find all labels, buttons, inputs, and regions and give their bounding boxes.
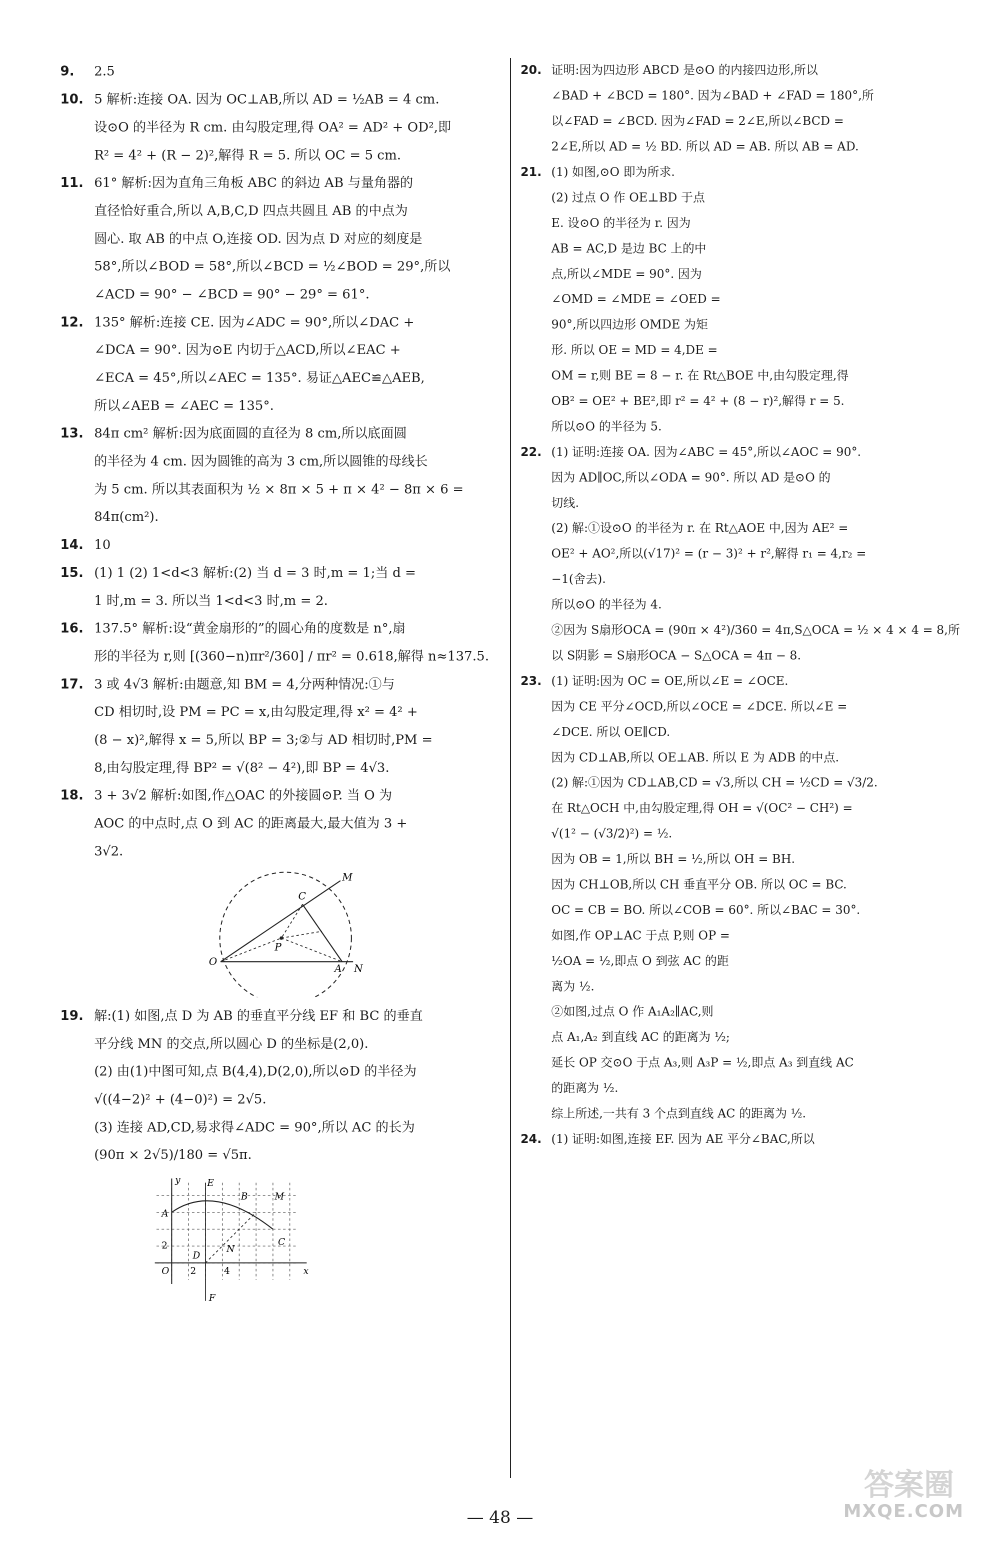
item-text-line: ∠DCA = 90°. 因为⊙E 内切于△ACD,所以∠EAC + xyxy=(94,342,401,358)
item-text-line: (2) 过点 O 作 OE⊥BD 于点 xyxy=(551,190,705,205)
answer-item xyxy=(62,782,433,866)
fig19-label: 2 xyxy=(190,1265,197,1277)
item-text-line: 所以⊙O 的半径为 4. xyxy=(551,597,662,612)
item-text-line: 的半径为 4 cm. 因为圆锥的高为 3 cm,所以圆锥的母线长 xyxy=(94,453,428,469)
answer-item xyxy=(62,671,433,782)
item-text-line: R² = 4² + (R − 2)²,解得 R = 5. 所以 OC = 5 cm. xyxy=(94,147,402,163)
item-text-line: (1) 证明:如图,连接 EF. 因为 AE 平分∠BAC,所以 xyxy=(551,1132,815,1147)
item-text-line: 离为 ½. xyxy=(551,979,595,994)
item-number: 14. xyxy=(60,537,84,553)
fig19-label: 2 xyxy=(161,1240,168,1252)
item-text-line: 2.5 xyxy=(94,63,115,80)
item-text-line: ∠BAD + ∠BCD = 180°. 因为∠BAD + ∠FAD = 180°,所 xyxy=(551,88,874,103)
fig19-label: O xyxy=(161,1265,170,1277)
fig19-label: A xyxy=(161,1208,169,1220)
fig18-label: C xyxy=(298,891,307,903)
item-text-line: ∠DCE. 所以 OE∥CD. xyxy=(551,725,671,739)
watermark-logo: 答案圈 xyxy=(864,1468,954,1503)
fig19-label: 4 xyxy=(224,1265,230,1277)
item-text-line: 3 + 3√2 解析:如图,作△OAC 的外接圆⊙P. 当 O 为 xyxy=(94,787,393,804)
item-text-line: ½OA = ½,即点 O 到弦 AC 的距 xyxy=(551,954,729,968)
item-text-line: ②因为 S扇形OCA = (90π × 4²)/360 = 4π,S△OCA = ½ × 4 × 4 = 8,所 xyxy=(551,623,960,638)
item-number: 10. xyxy=(60,91,84,107)
item-text-line: AB = AC,D 是边 BC 上的中 xyxy=(551,241,707,256)
fig19-label: x xyxy=(303,1265,309,1277)
item-text-line: 135° 解析:连接 CE. 因为∠ADC = 90°,所以∠DAC + xyxy=(94,314,415,330)
item-text-line: OE² + AO²,所以(√17)² = (r − 3)² + r²,解得 r₁ = 4,r₂ = xyxy=(551,546,867,561)
item-text-line: 3√2. xyxy=(94,843,124,859)
item-text-line: 所以⊙O 的半径为 5. xyxy=(551,419,662,434)
fig19-label: B xyxy=(240,1191,248,1203)
item-number: 15. xyxy=(60,565,84,581)
item-text-line: ∠ECA = 45°,所以∠AEC = 135°. 易证△AEC≌△AEB, xyxy=(94,370,425,386)
item-text-line: (90π × 2√5)/180 = √5π. xyxy=(94,1147,252,1163)
item-text-line: 58°,所以∠BOD = 58°,所以∠BCD = ½∠BOD = 29°,所以 xyxy=(94,258,451,275)
item-text-line: 61° 解析:因为直角三角板 ABC 的斜边 AB 与量角器的 xyxy=(94,175,414,191)
figure-19 xyxy=(146,1174,323,1305)
answer-item xyxy=(60,169,451,308)
item-text-line: √((4−2)² + (4−0)²) = 2√5. xyxy=(94,1091,267,1107)
answer-item xyxy=(520,58,874,160)
item-text-line: 因为 CH⊥OB,所以 CH 垂直平分 OB. 所以 OC = BC. xyxy=(551,877,847,892)
item-text-line: ∠ACD = 90° − ∠BCD = 90° − 29° = 61°. xyxy=(94,286,370,302)
item-text-line: (2) 解:①设⊙O 的半径为 r. 在 Rt△AOE 中,因为 AE² = xyxy=(551,521,849,536)
item-text-line: 设⊙O 的半径为 R cm. 由勾股定理,得 OA² = AD² + OD²,即 xyxy=(94,119,452,135)
item-text-line: 平分线 MN 的交点,所以圆心 D 的坐标是(2,0). xyxy=(94,1035,369,1052)
fig18-label: O xyxy=(208,957,218,969)
item-text-line: E. 设⊙O 的半径为 r. 因为 xyxy=(551,216,691,230)
item-text-line: OB² = OE² + BE²,即 r² = 4² + (8 − r)²,解得 r = 5. xyxy=(551,394,845,409)
answer-item xyxy=(60,86,452,170)
item-text-line: 为 5 cm. 所以其表面积为 ½ × 8π × 5 + π × 4² − 8π × 6 = xyxy=(94,481,464,497)
item-text-line: 直径恰好重合,所以 A,B,C,D 四点共圆且 AB 的中点为 xyxy=(94,203,408,219)
item-number: 11. xyxy=(60,175,84,191)
item-text-line: −1(舍去). xyxy=(551,572,606,587)
item-number: 12. xyxy=(60,314,84,330)
item-number: 24. xyxy=(520,1132,542,1147)
item-text-line: (8 − x)²,解得 x = 5,所以 BP = 3;②与 AD 相切时,PM = xyxy=(94,732,433,748)
item-text-line: (1) 1 (2) 1<d<3 解析:(2) 当 d = 3 时,m = 1;当 d = xyxy=(94,565,416,581)
item-text-line: 10 xyxy=(94,537,111,553)
item-text-line: 切线. xyxy=(551,496,580,510)
item-text-line: (1) 证明:连接 OA. 因为∠ABC = 45°,所以∠AOC = 90°. xyxy=(551,445,862,459)
fig19-label: D xyxy=(192,1250,201,1262)
item-text-line: 如图,作 OP⊥AC 于点 P,则 OP = xyxy=(551,928,730,943)
item-text-line: 8,由勾股定理,得 BP² = √(8² − 4²),即 BP = 4√3. xyxy=(94,760,390,776)
item-text-line: 点,所以∠MDE = 90°. 因为 xyxy=(551,266,702,281)
fig19-label: C xyxy=(278,1237,286,1249)
item-text-line: ∠OMD = ∠MDE = ∠OED = xyxy=(551,292,721,307)
item-number: 21. xyxy=(520,165,542,180)
item-number: 16. xyxy=(60,620,84,636)
item-number: 19. xyxy=(60,1008,84,1024)
item-text-line: 所以∠AEB = ∠AEC = 135°. xyxy=(94,398,274,414)
figure-18 xyxy=(163,871,416,998)
answer-item xyxy=(62,531,433,559)
answer-item xyxy=(520,669,878,1127)
answer-item xyxy=(62,309,433,420)
item-text-line: 形. 所以 OE = MD = 4,DE = xyxy=(551,343,718,358)
item-text-line: OM = r,则 BE = 8 − r. 在 Rt△BOE 中,由勾股定理,得 xyxy=(551,368,849,383)
answer-item xyxy=(62,559,433,615)
item-text-line: (2) 由(1)中图可知,点 B(4,4),D(2,0),所以⊙D 的半径为 xyxy=(94,1063,417,1079)
fig19-label: y xyxy=(175,1174,181,1186)
fig18-label: M xyxy=(342,872,353,884)
item-text-line: (1) 如图,⊙O 即为所求. xyxy=(551,165,675,180)
fig19-label: N xyxy=(226,1243,235,1255)
item-text-line: 因为 CD⊥AB,所以 OE⊥AB. 所以 E 为 ADB 的中点. xyxy=(551,750,840,765)
fig19-label: E xyxy=(207,1178,214,1190)
page-number: — 48 — xyxy=(466,1508,534,1528)
item-text-line: 解:(1) 如图,点 D 为 AB 的垂直平分线 EF 和 BC 的垂直 xyxy=(94,1008,423,1024)
column-divider xyxy=(510,58,511,1478)
item-number: 13. xyxy=(60,425,84,442)
right-column xyxy=(520,58,960,1152)
item-text-line: 延长 OP 交⊙O 于点 A₃,则 A₃P = ½,即点 A₃ 到直线 AC xyxy=(551,1055,854,1070)
watermark-site: MXQE.COM xyxy=(843,1501,964,1522)
item-text-line: OC = CB = BO. 所以∠COB = 60°. 所以∠BAC = 30°. xyxy=(551,903,861,918)
watermark xyxy=(774,1460,964,1522)
item-text-line: 形的半径为 r,则 [(360−n)πr²/360] / πr² = 0.618,解得 n≈137.5. xyxy=(94,648,490,664)
item-text-line: 84π cm² 解析:因为底面圆的直径为 8 cm,所以底面圆 xyxy=(94,425,407,442)
answer-item xyxy=(60,420,464,531)
item-text-line: 在 Rt△OCH 中,由勾股定理,得 OH = √(OC² − CH²) = xyxy=(551,801,853,816)
fig18-label: A xyxy=(334,963,342,975)
item-number: 17. xyxy=(60,676,84,692)
item-text-line: 137.5° 解析:设“黄金扇形的”的圆心角的度数是 n°,扇 xyxy=(94,620,406,636)
item-text-line: (1) 证明:因为 OC = OE,所以∠E = ∠OCE. xyxy=(551,674,789,689)
fig18-label: N xyxy=(353,963,363,975)
answer-item xyxy=(60,615,490,671)
fig19-label: M xyxy=(274,1191,285,1203)
item-text-line: 圆心. 取 AB 的中点 O,连接 OD. 因为点 D 对应的刻度是 xyxy=(94,230,423,247)
item-text-line: 综上所述,一共有 3 个点到直线 AC 的距离为 ½. xyxy=(551,1106,807,1121)
answer-item xyxy=(62,58,433,86)
item-text-line: (2) 解:①因为 CD⊥AB,CD = √3,所以 CH = ½CD = √3/2. xyxy=(551,775,878,790)
item-number: 20. xyxy=(520,63,542,78)
item-text-line: 点 A₁,A₂ 到直线 AC 的距离为 ½; xyxy=(551,1030,730,1045)
item-text-line: 因为 OB = 1,所以 BH = ½,所以 OH = BH. xyxy=(551,852,796,867)
item-text-line: 3 或 4√3 解析:由题意,知 BM = 4,分两种情况:①与 xyxy=(94,676,395,692)
answer-item xyxy=(62,1002,433,1169)
item-number: 22. xyxy=(520,445,542,459)
item-text-line: 的距离为 ½. xyxy=(551,1081,619,1096)
answer-item xyxy=(520,440,960,669)
fig18-label: P xyxy=(274,942,282,954)
item-text-line: √(1² − (√3/2)²) = ½. xyxy=(551,826,673,841)
item-text-line: AOC 的中点时,点 O 到 AC 的距离最大,最大值为 3 + xyxy=(94,815,408,831)
item-text-line: 5 解析:连接 OA. 因为 OC⊥AB,所以 AD = ½AB = 4 cm. xyxy=(94,91,440,107)
item-text-line: ②如图,过点 O 作 A₁A₂∥AC,则 xyxy=(551,1004,714,1019)
item-text-line: 84π(cm²). xyxy=(94,509,159,525)
item-text-line: 90°,所以四边形 OMDE 为矩 xyxy=(551,317,708,332)
fig19-label: F xyxy=(208,1292,216,1304)
left-column xyxy=(60,58,490,1310)
answer-item xyxy=(522,160,860,440)
item-number: 18. xyxy=(60,787,84,804)
answer-item xyxy=(522,1127,860,1152)
item-text-line: 因为 CE 平分∠OCD,所以∠OCE = ∠DCE. 所以∠E = xyxy=(551,699,848,714)
item-text-line: 以 S阴影 = S扇形OCA − S△OCA = 4π − 8. xyxy=(551,648,802,663)
item-text-line: 2∠E,所以 AD = ½ BD. 所以 AD = AB. 所以 AB = AD. xyxy=(551,139,859,154)
item-text-line: 以∠FAD = ∠BCD. 因为∠FAD = 2∠E,所以∠BCD = xyxy=(551,114,844,129)
item-number: 23. xyxy=(520,674,542,689)
item-text-line: 证明:因为四边形 ABCD 是⊙O 的内接四边形,所以 xyxy=(551,63,818,78)
item-text-line: 因为 AD∥OC,所以∠ODA = 90°. 所以 AD 是⊙O 的 xyxy=(551,470,831,485)
item-text-line: 1 时,m = 3. 所以当 1<d<3 时,m = 2. xyxy=(94,592,328,609)
item-text-line: CD 相切时,设 PM = PC = x,由勾股定理,得 x² = 4² + xyxy=(94,704,418,720)
item-text-line: (3) 连接 AD,CD,易求得∠ADC = 90°,所以 AC 的长为 xyxy=(94,1119,415,1135)
item-number: 9. xyxy=(60,63,75,80)
